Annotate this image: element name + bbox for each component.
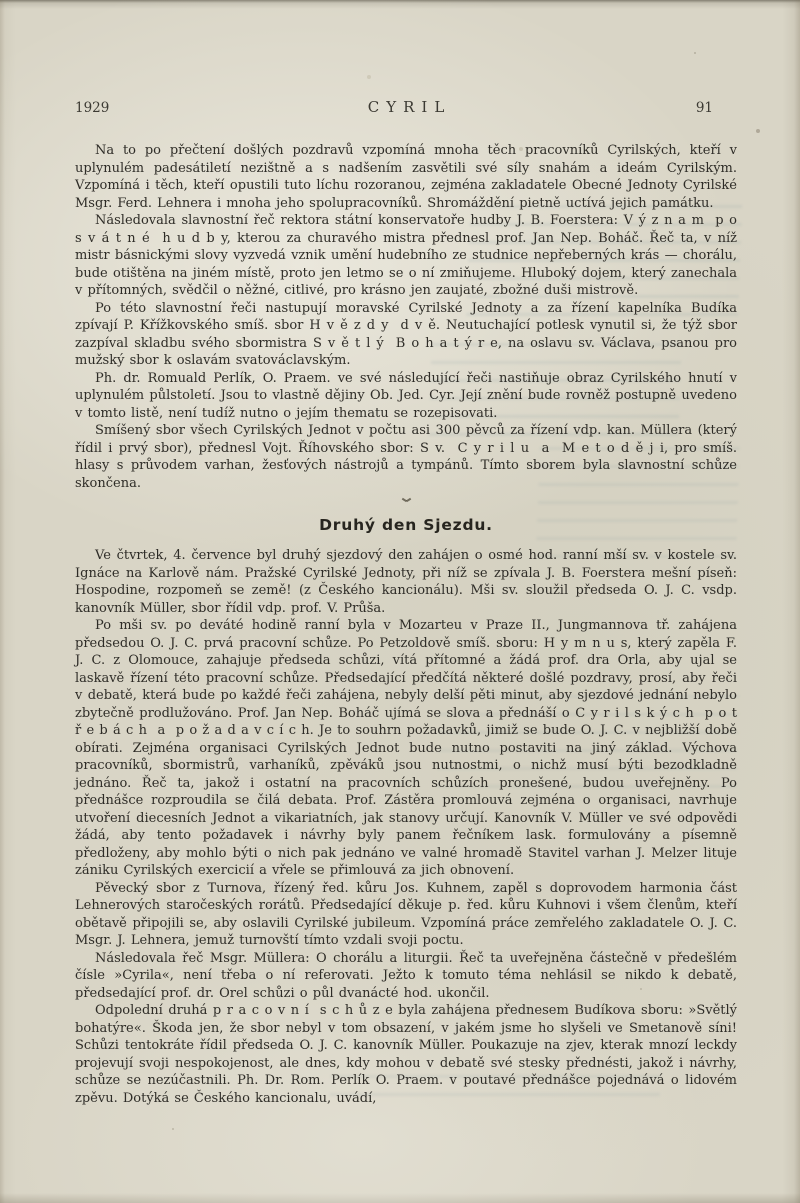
section-heading: Druhý den Sjezdu. (319, 516, 493, 534)
paragraph: Po této slavnostní řeči nastupují moravské Cyrilské Jednoty a za řízení kapelníka Budíka zpívají P. Křížkovského smíš. sbor H v ě z d y d v ě. Neutuchající potlesk vynutil si, že týž sbor zazpíval skladbu svého sbormistra S v ě t l ý B o h a t ý r e, na oslavu sv. Václava, psanou pro mužský sbor k oslavám svatováclavským. (75, 300, 737, 368)
paragraph: Na to po přečtení došlých pozdravů vzpomíná mnoha těch pracovníků Cyrilských, kteří v uplynulém padesátiletí nezištně a s nadšením zasvětili své síly snahám a ideám Cyrilským. Vzpomíná i těch, kteří opustili tuto líchu rozoranou, zejména zakladatele Obecné Jednoty Cyrilské Msgr. Ferd. Lehnera i mnoha jeho spolupracovníků. Shromáždění pietně uctívá jejich památku. (75, 143, 737, 211)
paragraph: Po mši sv. po deváté hodině ranní byla v Mozarteu v Praze II., Jungmannova tř. zahájena předsedou O. J. C. prvá pracovní schůze. Po Petzoldově smíš. sboru: H y m n u s, který zapěla F. J. C. z Olomouce, zahajuje předseda schůzi, vítá přítomné a žádá prof. dra Orla, aby ujal se laskavě řízení této pracovní schůze. Předsedající předčítá některé došlé pozdravy, prosí, aby řeči v debatě, která bude po každé řeči zahájena, nebyly delší pěti minut, aby sjezdové jednání nebylo zbytečně prodlužováno. Prof. Jan Nep. Boháč ujímá se slova a přednáší o C y r i l s k ý c h p o t ř e b á c h a p o ž a d a v c í c h. Je to souhrn požadavků, jimiž se bude O. J. C. v nejbližší době obírati. Zejména organisaci Cyrilských Jednot bude nutno postaviti na jiný základ. Výchova pracovníků, sbormistrů, varhaníků, zpěváků jsou nutnostmi, o nichž musí býti bezodkladně jednáno. Řeč ta, jakož i ostatní na pracovních schůzích pronešené, budou uveřejněny. Po přednášce rozproudila se čilá debata. Prof. Zástěra promlouvá zejména o organisaci, navrhuje utvoření diecesních Jednot a vikariatních, jak stanovy určují. Kanovník V. Müller ve své odpovědi žádá, aby tento požadavek i návrhy byly panem řečníkem lask. formulovány a písemně předloženy, aby mohlo býti o nich pak jednáno ve valné hromadě Stavitel varhan J. Melzer lituje zániku Cyrilských exercicií a vřele se přimlouvá za jich obnovení. (75, 618, 737, 878)
page-content (75, 98, 737, 1107)
paragraph: Následovala řeč Msgr. Müllera: O chorálu a liturgii. Řeč ta uveřejněna částečně v předešlém čísle »Cyrila«, není třeba o ní referovati. Ježto k tomuto téma nehlásil se nikdo k debatě, předsedající prof. dr. Orel schůzi o půl dvanácté hod. ukončil. (75, 950, 737, 1001)
paragraph: Odpolední druhá p r a c o v n í s c h ů z e byla zahájena přednesem Budíkova sboru: »Světlý bohatýre«. Škoda jen, že sbor nebyl v tom obsazení, v jakém jsme ho slyšeli ve Smetanově síni! Schůzi tentokráte řídil předseda O. J. C. kanovník Müller. Poukazuje na zjev, kterak mnozí leckdy projevují svoji nespokojenost, ale dnes, kdy mohou v debatě své stesky přednésti, jakož i návrhy, schůze se nezúčastnili. Ph. Dr. Rom. Perlík O. Praem. v poutavé přednášce pojednává o lidovém zpěvu. Dotýká se Českého kancionalu, uvádí, (75, 1003, 737, 1106)
paragraph: Smíšený sbor všech Cyrilských Jednot v počtu asi 300 pěvců za řízení vdp. kan. Müllera (který řídil i prvý sbor), přednesl Vojt. Říhovského sbor: S v. C y r i l u a M e t o d ě j i, pro smíš. hlasy s průvodem varhan, žesťových nástrojů a tympánů. Tímto sborem byla slavnostní schůze skončena. (75, 423, 737, 491)
article-body (75, 142, 737, 1107)
page-number: 91 (695, 100, 713, 116)
paragraph: Následovala slavnostní řeč rektora státní konservatoře hudby J. B. Foerstera: V ý z n a m p o s v á t n é h u d b y, kterou za churavého mistra přednesl prof. Jan Nep. Boháč. Řeč ta, v níž mistr básnickými slovy vyzvedá vznik umění hudebního ze studnice nepřeberných krás — chorálu, bude otištěna na jiném místě, proto jen letmo se o ní zmiňujeme. Hluboký dojem, který zanechala v přítomných, svědčil o něžné, citlivé, pro krásno jen zaujaté, zbožné duši mistrově. (75, 213, 737, 298)
year-label: 1929 (75, 100, 110, 116)
paper-specks (0, 0, 2, 2)
ink-mark (402, 498, 411, 504)
paragraph: Ve čtvrtek, 4. července byl druhý sjezdový den zahájen o osmé hod. ranní mší sv. v kostele sv. Ignáce na Karlově nám. Pražské Cyrilské Jednoty, při níž se zpívala J. B. Foerstera mešní píseň: Hospodine, rozpomeň se země! (z Českého kancionálu). Mši sv. sloužil předseda O. J. C. vsdp. kanovník Müller, sbor řídil vdp. prof. V. Průša. (75, 548, 737, 616)
running-header (75, 98, 737, 116)
paragraph: Ph. dr. Romuald Perlík, O. Praem. ve své následující řeči nastiňuje obraz Cyrilského hnutí v uplynulém půlstoletí. Jsou to vlastně dějiny Ob. Jed. Cyr. Její znění bude rovněž postupně uvedeno v tomto listě, není tudíž nutno o jejím thematu se rozepisovati. (75, 370, 737, 421)
paragraph: Pěvecký sbor z Turnova, řízený řed. kůru Jos. Kuhnem, zapěl s doprovodem harmonia část Lehnerových staročeských rorátů. Předsedající děkuje p. řed. kůru Kuhnovi i všem členům, kteří obětavě připojili se, aby oslavili Cyrilské jubileum. Vzpomíná práce zemřelého zakladatele O. J. C. Msgr. J. Lehnera, jemuž turnovští tímto vzdali svoji poctu. (75, 880, 737, 948)
journal-title: CYRIL (367, 98, 452, 116)
